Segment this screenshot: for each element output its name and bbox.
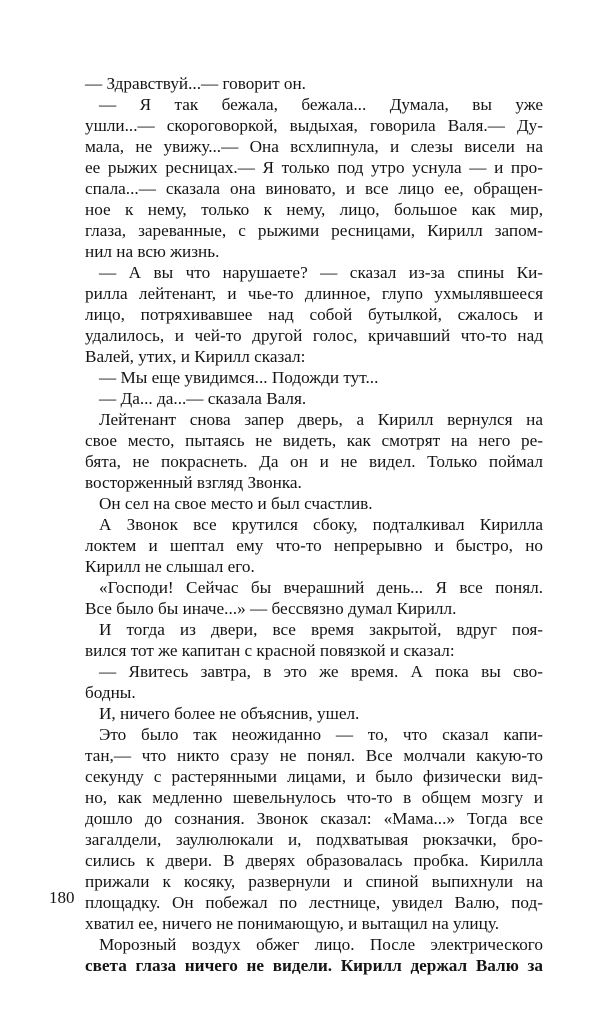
text-line: Это было так неожиданно — то, что сказал капи- bbox=[99, 725, 543, 744]
text-line: — Явитесь завтра, в это же время. А пока вы сво- bbox=[99, 662, 543, 681]
text-line: света глаза ничего не видели. Кирилл держал Валю за bbox=[85, 956, 543, 975]
text-line: локтем и шептал ему что-то непрерывно и быстро, но bbox=[85, 536, 543, 555]
text-line: бята, не покраснеть. Да он и не видел. Только поймал bbox=[85, 452, 543, 471]
text-line: Лейтенант снова запер дверь, а Кирилл вернулся на bbox=[99, 410, 543, 429]
text-line: загалдели, заулюлюкали и, подхватывая рюкзачки, бро- bbox=[85, 830, 543, 849]
text-line: вился тот же капитан с красной повязкой и сказал: bbox=[85, 641, 455, 660]
text-line: — А вы что нарушаете? — сказал из-за спины Ки- bbox=[99, 263, 543, 282]
text-line: восторженный взгляд Звонка. bbox=[85, 473, 302, 492]
text-line: хватил ее, ничего не понимающую, и вытащил на улицу. bbox=[85, 914, 499, 933]
text-line: ушли...— скороговоркой, выдыхая, говорила Валя.— Ду- bbox=[85, 116, 543, 135]
text-line: рилла лейтенант, и чье-то длинное, глупо ухмылявшееся bbox=[85, 284, 543, 303]
text-line: лицо, потряхивавшее над собой бутылкой, сжалось и bbox=[85, 305, 543, 324]
text-line: Кирилл не слышал его. bbox=[85, 557, 255, 576]
text-line: Все было бы иначе...» — бессвязно думал Кирилл. bbox=[85, 599, 457, 618]
text-line: бодны. bbox=[85, 683, 136, 702]
text-line: глаза, зареванные, с рыжими ресницами, Кирилл запом- bbox=[85, 221, 543, 240]
text-line: И тогда из двери, все время закрытой, вдруг поя- bbox=[99, 620, 543, 639]
text-line: нил на всю жизнь. bbox=[85, 242, 220, 261]
text-line: дошло до сознания. Звонок сказал: «Мама...» Тогда все bbox=[85, 809, 543, 828]
text-line: спала...— сказала она виновато, и все лицо ее, обращен- bbox=[85, 179, 543, 198]
text-line: — Да... да...— сказала Валя. bbox=[99, 389, 307, 408]
text-line: секунду с растерянными лицами, и было физически вид- bbox=[85, 767, 543, 786]
text-line: Морозный воздух обжег лицо. После электрического bbox=[99, 935, 543, 954]
text-line: мала, не увижу...— Она всхлипнула, и слезы висели на bbox=[85, 137, 543, 156]
text-line: тан,— что никто сразу не понял. Все молчали какую-то bbox=[85, 746, 543, 765]
text-line: — Мы еще увидимся... Подожди тут... bbox=[99, 368, 379, 387]
text-line: Он сел на свое место и был счастлив. bbox=[99, 494, 373, 513]
text-line: ное к нему, только к нему, лицо, большое как мир, bbox=[85, 200, 543, 219]
text-line: ее рыжих ресницах.— Я только под утро уснула — и про- bbox=[85, 158, 543, 177]
text-line: «Господи! Сейчас бы вчерашний день... Я все понял. bbox=[99, 578, 543, 597]
text-line: А Звонок все крутился сбоку, подталкивал Кирилла bbox=[99, 515, 543, 534]
text-line: но, как медленно шевельнулось что-то в общем мозгу и bbox=[85, 788, 543, 807]
text-line: прижали к косяку, развернули и спиной выпихнули на bbox=[85, 872, 543, 891]
text-line: свое место, пытаясь не видеть, как смотрят на него ре- bbox=[85, 431, 543, 450]
text-line: сились к двери. В дверях образовалась пробка. Кирилла bbox=[85, 851, 543, 870]
text-line: — Я так бежала, бежала... Думала, вы уже bbox=[99, 95, 543, 114]
text-line: — Здравствуй...— говорит он. bbox=[85, 74, 306, 93]
text-line: Валей, утих, и Кирилл сказал: bbox=[85, 347, 306, 366]
page-number: 180 bbox=[49, 888, 75, 907]
text-line: площадку. Он побежал по лестнице, увидел Валю, под- bbox=[85, 893, 543, 912]
body-text bbox=[85, 73, 543, 976]
text-line: И, ничего более не объяснив, ушел. bbox=[99, 704, 360, 723]
text-line: удалилось, и чей-то другой голос, кричавший что-то над bbox=[85, 326, 543, 345]
